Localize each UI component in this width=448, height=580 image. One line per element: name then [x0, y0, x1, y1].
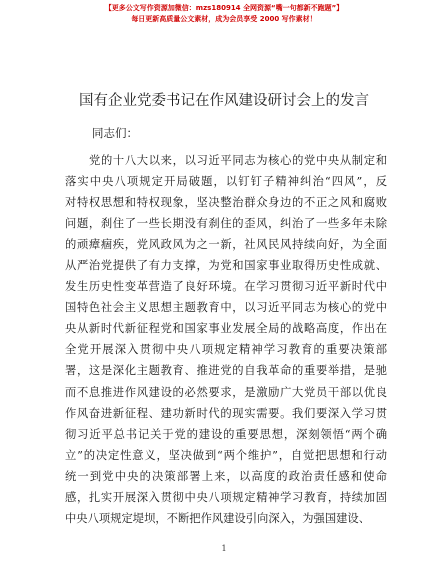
paragraph-line: 央从新时代新征程党和国家事业发展全局的战略高度，作出在 — [65, 322, 387, 336]
paragraph-line: 从严治党提供了有力支撑，为党和国家事业取得历史性成就、 — [65, 259, 387, 273]
paragraph-line: 而不息推进作风建设的必然要求，是激励广大党员干部以优良 — [65, 385, 387, 399]
paragraph-line: 全党开展深入贯彻中央八项规定精神学习教育的重要决策部 — [65, 343, 387, 357]
paragraph-line: 署，这是深化主题教育、推进党的自我革命的重要举措，是驰 — [65, 364, 387, 378]
paragraph-line: 的顽瘴痼疾，党风政风为之一新，社风民风持续向好，为全面 — [65, 238, 387, 252]
paragraph-line: 中央八项规定堤坝，不断把作风建设引向深入，为强国建设、 — [65, 511, 371, 525]
document-title: 国有企业党委书记在作风建设研讨会上的发言 — [79, 93, 369, 109]
paragraph-line: 感，扎实开展深入贯彻中央八项规定精神学习教育，持续加固 — [65, 490, 387, 504]
paragraph-line: 作风奋进新征程、建功新时代的现实需要。我们要深入学习贯 — [65, 406, 387, 420]
promo-banner[interactable] — [0, 3, 448, 25]
page-number: 1 — [221, 544, 227, 553]
promo-banner-line-1: 【更多公文写作资源加微信：mzs180914 全网资源“嘴一句都新不跑题”】 — [104, 4, 344, 12]
paragraph-line: 彻习近平总书记关于党的建设的重要思想，深刻领悟“两个确 — [65, 427, 387, 441]
paragraph-line: 国特色社会主义思想主题教育中，以习近平同志为核心的党中 — [65, 301, 387, 315]
salutation: 同志们： — [92, 126, 138, 140]
paragraph-line: 党的十八大以来，以习近平同志为核心的党中央从制定和 — [89, 154, 387, 167]
paragraph-line: 统一到党中央的决策部署上来，以高度的政治责任感和使命 — [65, 469, 387, 483]
body-paragraph — [65, 150, 387, 529]
paragraph-line: 立”的决定性意义，坚决做到“两个维护”，自觉把思想和行动 — [65, 448, 387, 462]
paragraph-line: 落实中央八项规定开局破题，以钉钉子精神纠治“四风”，反 — [65, 175, 387, 189]
paragraph-line: 对特权思想和特权现象，坚决整治群众身边的不正之风和腐败 — [65, 196, 387, 210]
paragraph-line: 问题，刹住了一些长期没有刹住的歪风，纠治了一些多年未除 — [65, 217, 387, 231]
promo-banner-line-2: 每日更新高质量公文素材，成为会员享受 2000 写作素材！ — [131, 15, 317, 23]
paragraph-line: 发生历史性变革营造了良好环境。在学习贯彻习近平新时代中 — [65, 280, 387, 294]
